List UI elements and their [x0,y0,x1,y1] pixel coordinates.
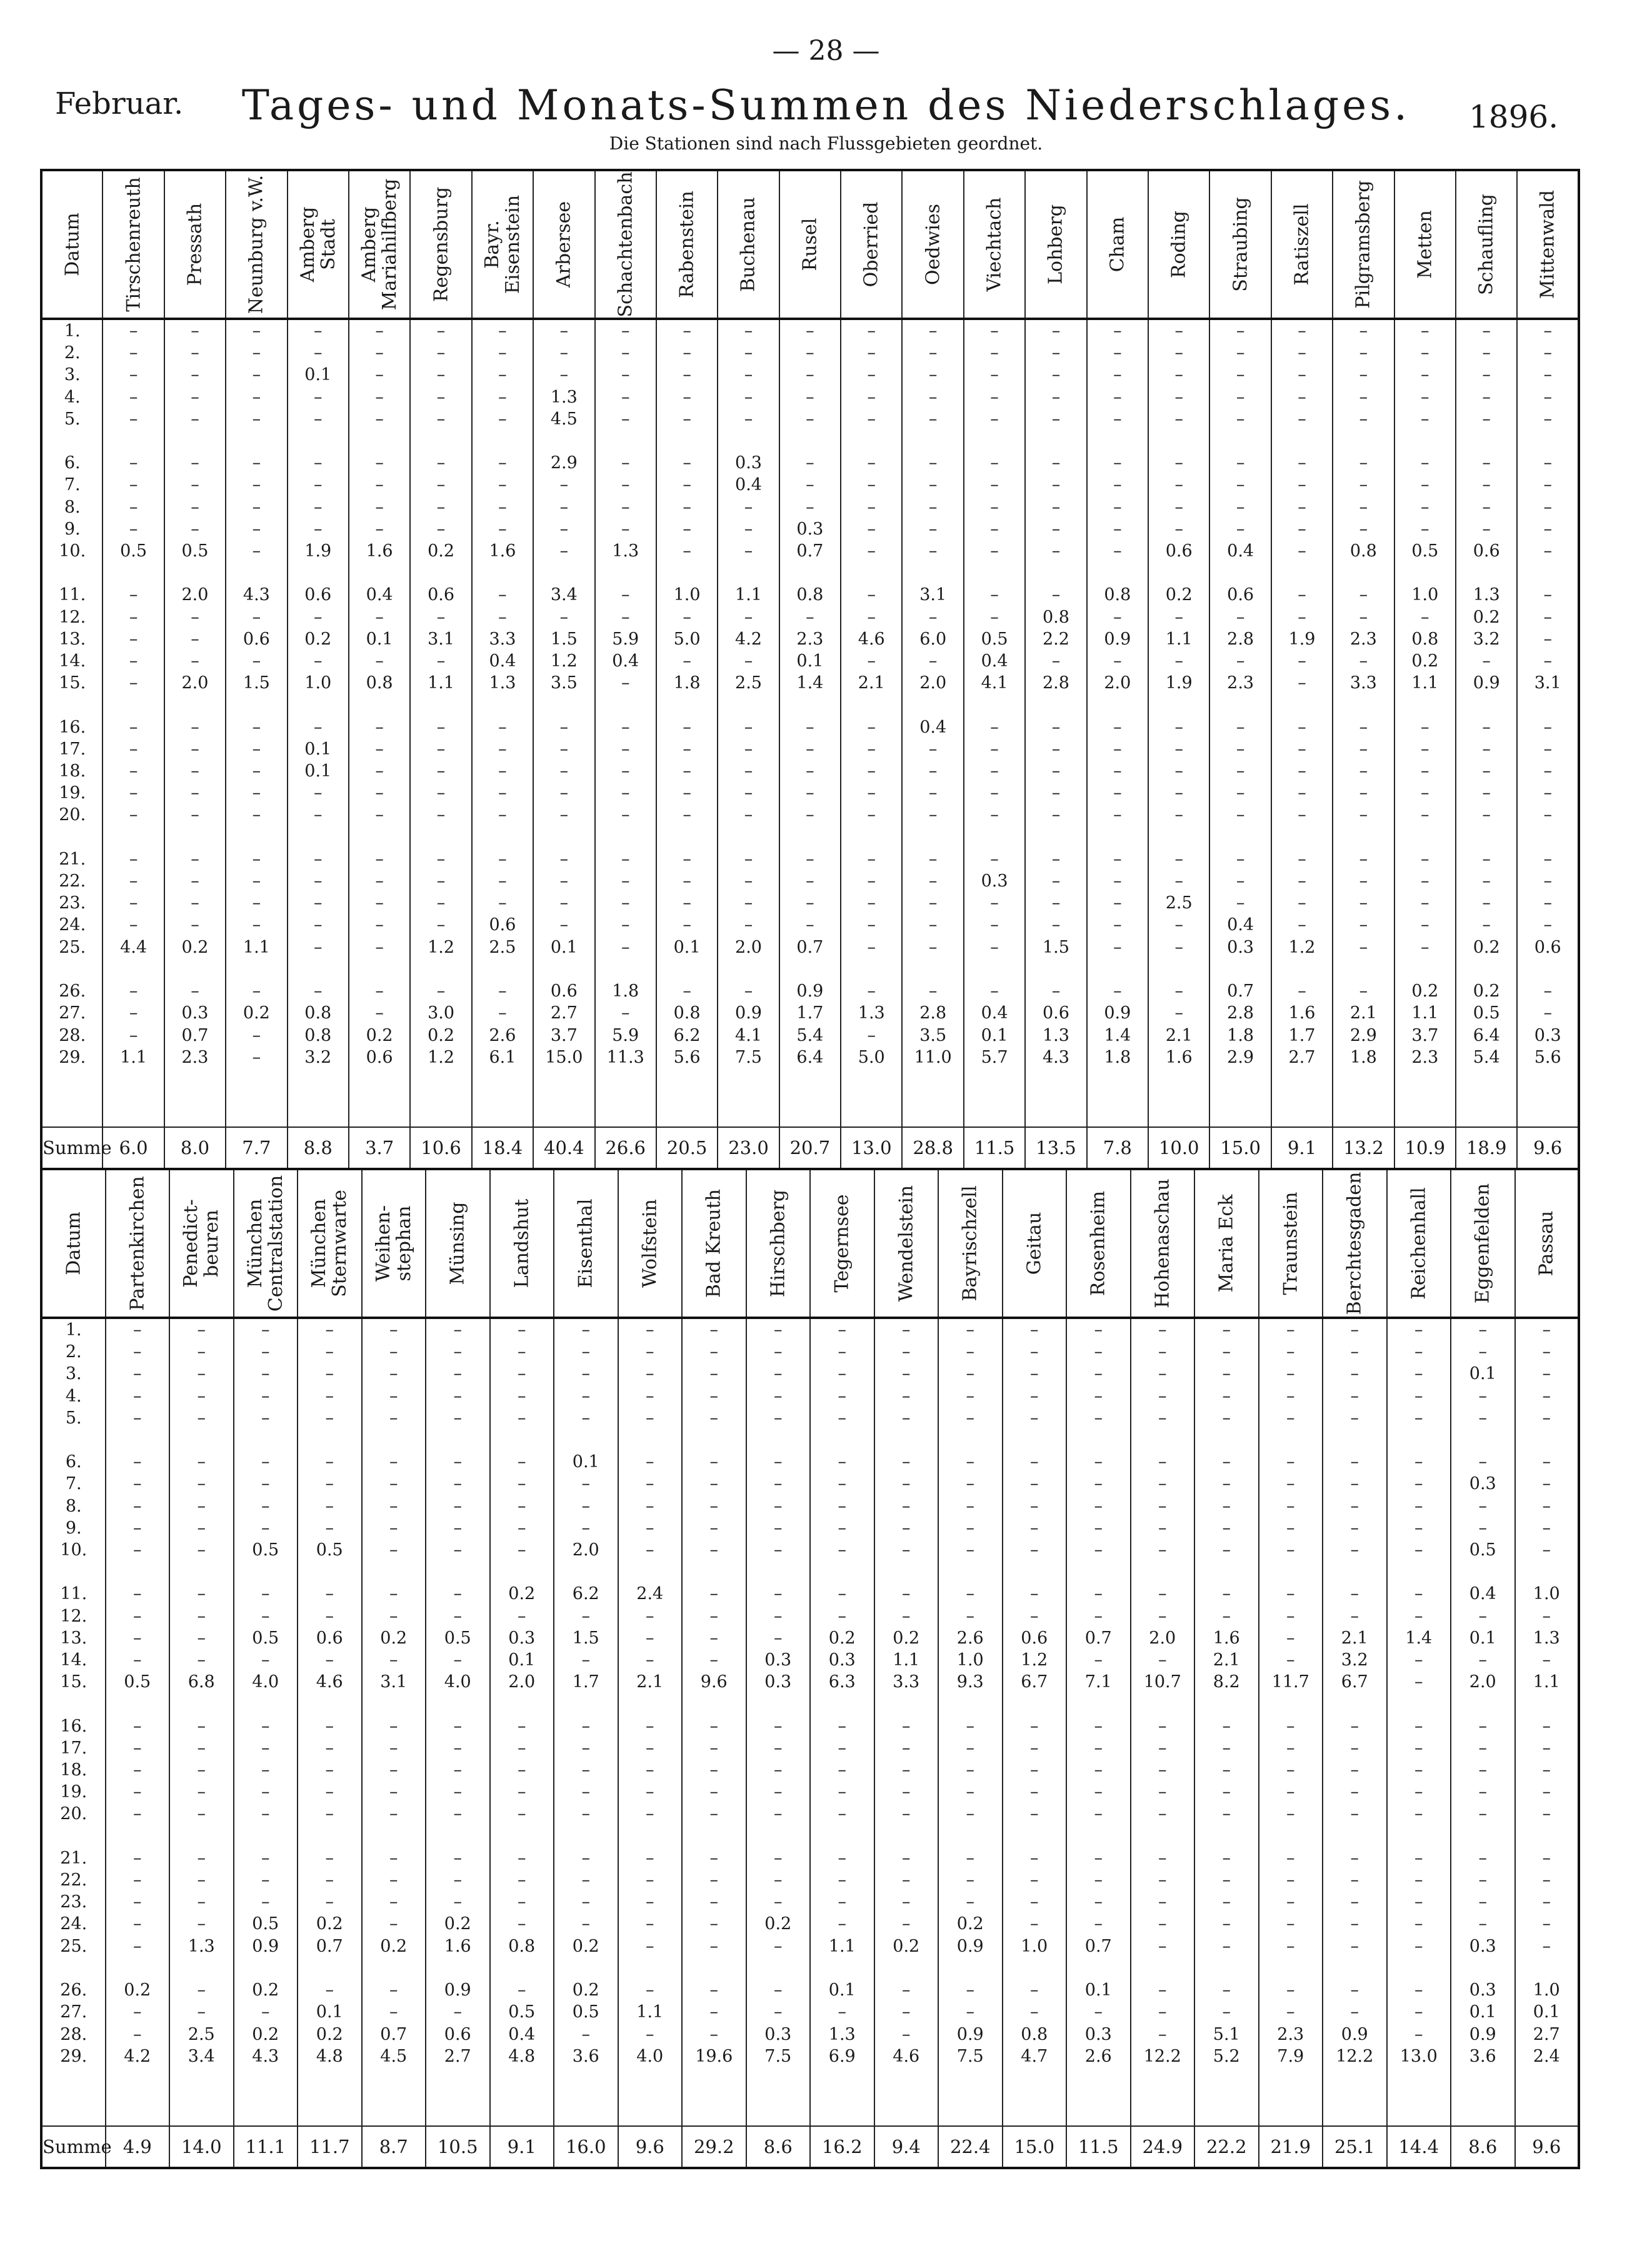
station-header [1323,1169,1387,1318]
station-header [362,1169,426,1318]
station-monthly-sum: 18.4 [472,1127,533,1169]
station-name: München Centralstation [244,1175,287,1312]
station-monthly-sum: 11.1 [234,2126,298,2168]
station-header [490,1169,554,1318]
station-daily-values: – – – – – – – – – 0.6 0.2 – 1.1 – 1.9 – – – – – – – 2.5 – – – – 2.1 1.6 [1148,319,1209,1127]
date-header-wrap [43,171,102,318]
station-name: Amberg Mariahilfberg [358,178,401,311]
station-name: Metten [1414,210,1436,279]
station-daily-values: – – – – – – – – – – – – – – 3.1 – – – – – – – – – 0.6 – – 0.3 5.6 [1517,319,1579,1127]
station-header-wrap [554,1170,618,1317]
station-header [1515,1169,1579,1318]
station-monthly-sum: 4.9 [106,2126,170,2168]
station-header [234,1169,298,1318]
station-header-wrap [473,171,533,318]
station-header [1333,170,1394,319]
station-header [298,1169,362,1318]
station-name: Hirschberg [767,1189,789,1298]
station-header [902,170,963,319]
station-name: Ratiszell [1291,203,1313,286]
station-header-wrap [1456,171,1516,318]
station-header-wrap [1518,171,1578,318]
station-daily-values: – – – – – – – – – – – 0.8 2.2 – 2.8 – – – – – – – – – 1.5 – 0.6 1.3 4.3 [1025,319,1086,1127]
station-name: Rosenheim [1087,1190,1109,1297]
station-name: Arbersee [553,201,575,288]
station-name: Oedwies [922,204,944,285]
station-header-wrap [747,1170,810,1317]
station-header [1194,1169,1259,1318]
station-header-wrap [1003,1170,1066,1317]
station-monthly-sum: 8.7 [362,2126,426,2168]
station-daily-values: – – – – – – – – – 0.4 0.6 – 2.8 – 2.3 – – – – – – – – 0.4 0.3 0.7 2.8 1.8 2.9 [1209,319,1271,1127]
station-daily-values: – – – – – – – – – 0.5 2.0 – – – 2.0 – – – – – – – – – 0.2 – 0.3 0.7 2.3 [164,319,226,1127]
station-monthly-sum: 10.6 [410,1127,471,1169]
station-name: Landshut [511,1198,533,1288]
station-monthly-sum: 8.0 [164,1127,226,1169]
station-daily-values: – – – – – – – – – 0.5 1.0 – 0.8 0.2 1.1 – – – – – – – – – – 0.2 1.1 3.7 2.3 [1394,319,1456,1127]
station-header [288,170,349,319]
station-header [810,1169,874,1318]
station-monthly-sum: 7.7 [226,1127,287,1169]
station-header-wrap [657,171,717,318]
station-header [226,170,287,319]
station-name: Maria Eck [1215,1194,1238,1293]
month-label: Februar. [55,86,184,121]
station-header [106,1169,170,1318]
station-header [1066,1169,1131,1318]
page-number: — 28 — [772,35,880,67]
station-header-wrap [106,1170,169,1317]
station-daily-values: – – – – – 0.3 0.4 – – – 1.1 – 4.2 – 2.5 – – – – – – – – – 2.0 – 0.9 4.1 7.5 [718,319,779,1127]
station-header-wrap [1333,171,1393,318]
station-header [618,1169,683,1318]
station-daily-values: – – – – – – – – – – – – 0.6 1.2 6.7 – – – – – – – – – 1.0 – – 0.8 4.7 [1003,1318,1067,2126]
station-header-wrap [491,1170,554,1317]
station-header [1087,170,1148,319]
station-monthly-sum: 10.5 [426,2126,490,2168]
station-monthly-sum: 14.0 [169,2126,234,2168]
station-header [1259,1169,1323,1318]
station-monthly-sum: 9.1 [490,2126,554,2168]
station-daily-values: – – – – – – – – – – – – 0.2 1.1 3.3 – – – – – – – – – 0.2 – – – 4.6 [874,1318,939,2126]
station-daily-values: – – – – – – – – – 0.6 1.3 0.2 3.2 – 0.9 – – – – – – – – – 0.2 0.2 0.5 6.4 5.4 [1456,319,1517,1127]
station-name: Berchtesgaden [1343,1172,1366,1315]
station-header-wrap [596,171,656,318]
station-header-wrap [1210,171,1270,318]
station-header-wrap [718,171,778,318]
station-daily-values: – – – – – – – – – 0.5 – – 0.6 – 4.6 – – – – – – – – 0.2 0.7 – 0.1 0.2 4.8 [298,1318,362,2126]
station-monthly-sum: 25.1 [1323,2126,1387,2168]
station-header [1131,1169,1195,1318]
station-daily-values: – – – – – – – – – – – – 2.0 – 10.7 – – – – – – – – – – – – – 12.2 [1131,1318,1195,2126]
station-header [554,1169,618,1318]
station-daily-values: – – – – – – – – – – – – – – 11.7 – – – – – – – – – – – – 2.3 7.9 [1259,1318,1323,2126]
station-header-wrap [1516,1170,1578,1317]
station-monthly-sum: 11.7 [298,2126,362,2168]
station-name: Regensburg [430,186,453,303]
date-header-wrap [43,1170,105,1317]
sum-label: Summe [41,1127,103,1169]
station-daily-values: – – 0.1 – – – 0.3 – – 0.5 0.4 – 0.1 – 2.0 – – – – – – – – – 0.3 0.3 0.1 0.9 3.6 [1451,1318,1515,2126]
station-name: Roding [1168,211,1190,278]
station-monthly-sum: 8.6 [1451,2126,1515,2168]
station-header [682,1169,746,1318]
station-monthly-sum: 8.8 [288,1127,349,1169]
station-header-wrap [165,171,225,318]
station-daily-values: – – – – – – – – – – – – 1.6 2.1 8.2 – – – – – – – – – – – – 5.1 5.2 [1194,1318,1259,2126]
station-monthly-sum: 13.0 [841,1127,902,1169]
page-title: Tages- und Monats-Summen des Niederschlages. [241,81,1411,129]
station-header-wrap [841,171,901,318]
station-name: Buchenau [737,197,759,292]
station-header [874,1169,939,1318]
station-header [938,1169,1003,1318]
station-name: München Sternwarte [308,1190,351,1297]
station-header [169,1169,234,1318]
station-name: Bayrischzell [959,1185,981,1302]
station-name: Eisenthal [574,1198,597,1288]
station-monthly-sum: 15.0 [1209,1127,1271,1169]
station-monthly-sum: 16.0 [554,2126,618,2168]
date-column: 1. 2. 3. 4. 5. 6. 7. 8. 9. 10. 11. 12. 13. 14. 15. 16. 17. 18. 19. 20. 21. 22. 23. 24. 25. 26. 27. 28. 29. [41,1318,106,2126]
station-monthly-sum: 9.6 [1515,2126,1579,2168]
station-header [841,170,902,319]
station-monthly-sum: 3.7 [349,1127,410,1169]
station-header-wrap [1395,171,1455,318]
precipitation-table-upper [40,169,1580,1170]
station-header-wrap [939,1170,1002,1317]
station-daily-values: – – – – – – – – – – 0.2 – 0.3 0.1 2.0 – – – – – – – – – 0.8 – 0.5 0.4 4.8 [490,1318,554,2126]
station-monthly-sum: 16.2 [810,2126,874,2168]
station-daily-values: – – – – – – – – – – 4.3 – 0.6 – 1.5 – – – – – – – – – 1.1 – 0.2 – – [226,319,287,1127]
station-daily-values: – – – – – – – – – – 0.8 – 0.9 – 2.0 – – – – – – – – – – – 0.9 1.4 1.8 [1087,319,1148,1127]
station-name: Tegernsee [831,1194,853,1293]
date-header-label: Datum [61,213,84,276]
station-daily-values: – – – – – – – – – – – – 1.4 – – – – – – – – – – – – – – – 13.0 [1387,1318,1451,2126]
station-name: Lohberg [1044,204,1067,284]
station-header [656,170,718,319]
station-header-wrap [170,1170,233,1317]
station-header [964,170,1025,319]
station-monthly-sum: 18.9 [1456,1127,1517,1169]
station-name: Cham [1106,216,1129,273]
station-header-wrap [1067,1170,1130,1317]
station-header-wrap [1149,171,1209,318]
station-monthly-sum: 21.9 [1259,2126,1323,2168]
station-monthly-sum: 14.4 [1387,2126,1451,2168]
station-header [1517,170,1579,319]
station-daily-values: – – – – – – – – – – 1.0 – 1.3 – 1.1 – – – – – – – – – – 1.0 0.1 2.7 2.4 [1515,1318,1579,2126]
sum-label: Summe [41,2126,106,2168]
station-header-wrap [349,171,409,318]
station-daily-values: – – – – – – – – – 0.2 0.6 – 3.1 – 1.1 – – – – – – – – – 1.2 – 3.0 0.2 1.2 [410,319,471,1127]
station-name: Oberried [860,201,883,288]
station-monthly-sum: 23.0 [718,1127,779,1169]
station-daily-values: – – 0.1 – – – – – – 1.9 0.6 – 0.2 – 1.0 – 0.1 0.1 – – – – – – – – 0.8 0.8 3.2 [288,319,349,1127]
station-header [1271,170,1333,319]
station-header-wrap [426,1170,489,1317]
station-monthly-sum: 20.7 [779,1127,841,1169]
station-header-wrap [1088,171,1148,318]
station-header [1451,1169,1515,1318]
station-monthly-sum: 6.0 [103,1127,164,1169]
station-name: Straubing [1229,197,1252,292]
station-header-wrap [1388,1170,1451,1317]
station-daily-values: – – – – – – – – – 0.5 – – – – – – – – – – – – – – 4.4 – – – 1.1 [103,319,164,1127]
station-header [103,170,164,319]
station-monthly-sum: 22.4 [938,2126,1003,2168]
station-header-wrap [811,1170,874,1317]
station-daily-values: – – – – – – – – – – – – 0.2 0.3 6.3 – – – – – – – – – 1.1 0.1 – 1.3 6.9 [810,1318,874,2126]
station-daily-values: – – – – – – – – – – – – – – 6.8 – – – – – – – – – 1.3 – – 2.5 3.4 [169,1318,234,2126]
station-daily-values: – – – – – – – – – – – – 2.1 3.2 6.7 – – – – – – – – – – – – 0.9 12.2 [1323,1318,1387,2126]
station-monthly-sum: 10.9 [1394,1127,1456,1169]
station-header [779,170,841,319]
station-name: Passau [1535,1210,1558,1277]
station-monthly-sum: 11.5 [1066,2126,1131,2168]
station-name: Eggenfelden [1471,1183,1494,1304]
station-daily-values: – – – – – 0.1 – – – 2.0 6.2 – 1.5 – 1.7 – – – – – – – – – 0.2 0.2 0.5 – 3.6 [554,1318,618,2126]
station-name: Bad Kreuth [703,1189,725,1298]
station-monthly-sum: 9.6 [1517,1127,1579,1169]
station-monthly-sum: 11.5 [964,1127,1025,1169]
station-header-wrap [780,171,840,318]
station-daily-values: – – – – – – – – – – 1.0 – 5.0 – 1.8 – – – – – – – – – 0.1 – 0.8 6.2 5.6 [656,319,718,1127]
year-label: 1896. [1469,99,1559,135]
station-name: Neunburg v.W. [245,174,268,314]
station-name: Pressath [184,203,206,286]
station-name: Weihen- stephan [372,1205,415,1282]
station-name: Schachtenbach [614,171,637,318]
station-header-wrap [234,1170,298,1317]
station-header-wrap [1272,171,1332,318]
station-daily-values: – – – – – – – – – – – – 1.9 – – – – – – – – – – – 1.2 – 1.6 1.7 2.7 [1271,319,1333,1127]
station-header-wrap [683,1170,746,1317]
station-header [426,1169,490,1318]
station-header-wrap [288,171,348,318]
station-name: Bayr. Eisenstein [481,194,524,294]
station-daily-values: – – – – – – – – – – 2.4 – – – 2.1 – – – – – – – – – – – 1.1 – 4.0 [618,1318,683,2126]
station-daily-values: – – – – – – – – – – – – 0.7 – 7.1 – – – – – – – – – 0.7 0.1 – 0.3 2.6 [1066,1318,1131,2126]
station-header-wrap [1451,1170,1514,1317]
station-daily-values: – – – – – – – – – 1.6 0.4 – 0.1 – 0.8 – – – – – – – – – – – – 0.2 0.6 [349,319,410,1127]
station-header-wrap [1026,171,1086,318]
station-header [1025,170,1086,319]
station-header-wrap [875,1170,938,1317]
station-header [1003,1169,1067,1318]
station-daily-values: – – – – – – – – – – – – 0.2 – 3.1 – – – – – – – – – 0.2 – – 0.7 4.5 [362,1318,426,2126]
station-monthly-sum: 13.5 [1025,1127,1086,1169]
station-header-wrap [964,171,1024,318]
station-daily-values: – – – – – – – – – 1.3 – – 5.9 0.4 – – – – – – – – – – – 1.8 – 5.9 11.3 [595,319,656,1127]
station-daily-values: – – – 1.3 4.5 2.9 – – – – 3.4 – 1.5 1.2 3.5 – – – – – – – – – 0.1 0.6 2.7 3.7 15.0 [533,319,594,1127]
station-header [1148,170,1209,319]
station-daily-values: – – – – – – – – 0.3 0.7 0.8 – 2.3 0.1 1.4 – – – – – – – – – 0.7 0.9 1.7 5.4 6.4 [779,319,841,1127]
station-monthly-sum: 13.2 [1333,1127,1394,1169]
station-name: Tirschenreuth [123,177,145,312]
station-monthly-sum: 28.8 [902,1127,963,1169]
station-name: Pilgramsberg [1352,180,1374,309]
station-header-wrap [1323,1170,1386,1317]
date-header [41,170,103,319]
station-header [746,1169,811,1318]
station-daily-values: – – – – – – – – – – – – 0.5 – 4.0 – – – – – – – – 0.2 1.6 0.9 – 0.6 2.7 [426,1318,490,2126]
page-subtitle: Die Stationen sind nach Flussgebieten geordnet. [609,133,1043,154]
station-header [1456,170,1517,319]
station-name: Penedict- beuren [180,1199,223,1288]
station-monthly-sum: 9.4 [874,2126,939,2168]
station-daily-values: – – – – – – – – – – – – 4.6 – 2.1 – – – – – – – – – – – 1.3 – 5.0 [841,319,902,1127]
station-header [410,170,471,319]
station-monthly-sum: 15.0 [1003,2126,1067,2168]
station-header-wrap [903,171,963,318]
station-monthly-sum: 10.0 [1148,1127,1209,1169]
station-daily-values: – – – – – – – – – – – – – – 0.5 – – – – – – – – – – 0.2 – – 4.2 [106,1318,170,2126]
station-monthly-sum: 9.6 [618,2126,683,2168]
station-daily-values: – – – – – – – – – – 3.1 – 6.0 – 2.0 0.4 – – – – – – – – – – 2.8 3.5 11.0 [902,319,963,1127]
station-monthly-sum: 29.2 [682,2126,746,2168]
station-header-wrap [298,1170,361,1317]
station-daily-values: – – – – – – – – – – – – – 0.3 0.3 – – – – – – – – 0.2 – – – 0.3 7.5 [746,1318,811,2126]
station-header [349,170,410,319]
station-header [1394,170,1456,319]
date-column: 1. 2. 3. 4. 5. 6. 7. 8. 9. 10. 11. 12. 13. 14. 15. 16. 17. 18. 19. 20. 21. 22. 23. 24. 25. 26. 27. 28. 29. [41,319,103,1127]
station-name: Geitau [1023,1212,1046,1275]
station-header [595,170,656,319]
station-monthly-sum: 40.4 [533,1127,594,1169]
station-monthly-sum: 7.8 [1087,1127,1148,1169]
station-header-wrap [103,171,163,318]
station-header-wrap [1259,1170,1323,1317]
station-name: Wolfstein [639,1199,661,1288]
station-name: Viechtach [983,197,1006,292]
station-name: Amberg Stadt [296,206,339,283]
station-header-wrap [363,1170,426,1317]
station-daily-values: – – – – – – – – – 0.5 – – 0.5 – 4.0 – – – – – – – – 0.5 0.9 0.2 – 0.2 4.3 [234,1318,298,2126]
station-name: Reichenhall [1408,1187,1430,1300]
station-header-wrap [534,171,594,318]
station-daily-values: – – – – – – – – – – – – 0.5 0.4 4.1 – – – – – – 0.3 – – – – 0.4 0.1 5.7 [964,319,1025,1127]
station-header-wrap [1131,1170,1194,1317]
date-header-label: Datum [63,1212,85,1275]
station-name: Münsing [446,1202,469,1285]
station-name: Partenkirchen [126,1176,149,1311]
station-name: Wendelstein [895,1185,918,1302]
station-daily-values: – – – – – – – – – – – – 2.6 1.0 9.3 – – – – – – – – 0.2 0.9 – – 0.9 7.5 [938,1318,1003,2126]
station-header [533,170,594,319]
station-monthly-sum: 8.6 [746,2126,811,2168]
station-header-wrap [411,171,471,318]
precipitation-table-lower [40,1168,1580,2169]
station-name: Mittenwald [1536,190,1559,299]
station-name: Rusel [799,218,821,271]
station-header-wrap [1195,1170,1258,1317]
station-header [164,170,226,319]
date-header [41,1169,106,1318]
station-header [718,170,779,319]
station-monthly-sum: 26.6 [595,1127,656,1169]
station-monthly-sum: 22.2 [1194,2126,1259,2168]
station-daily-values: – – – – – – – – – 0.8 – – 2.3 – 3.3 – – – – – – – – – – – 2.1 2.9 1.8 [1333,319,1394,1127]
station-daily-values: – – – – – – – – – 1.6 – – 3.3 0.4 1.3 – – – – – – – – 0.6 2.5 – – 2.6 6.1 [472,319,533,1127]
station-monthly-sum: 24.9 [1131,2126,1195,2168]
station-header-wrap [619,1170,682,1317]
station-header [472,170,533,319]
station-name: Schaufling [1475,193,1498,296]
station-header [1387,1169,1451,1318]
station-name: Rabenstein [676,191,698,298]
station-monthly-sum: 20.5 [656,1127,718,1169]
station-name: Hohenaschau [1151,1178,1174,1308]
station-monthly-sum: 9.1 [1271,1127,1333,1169]
station-header [1209,170,1271,319]
station-name: Traunstein [1279,1192,1302,1295]
station-header-wrap [226,171,286,318]
station-daily-values: – – – – – – – – – – – – – – 9.6 – – – – – – – – – – – – – 19.6 [682,1318,746,2126]
